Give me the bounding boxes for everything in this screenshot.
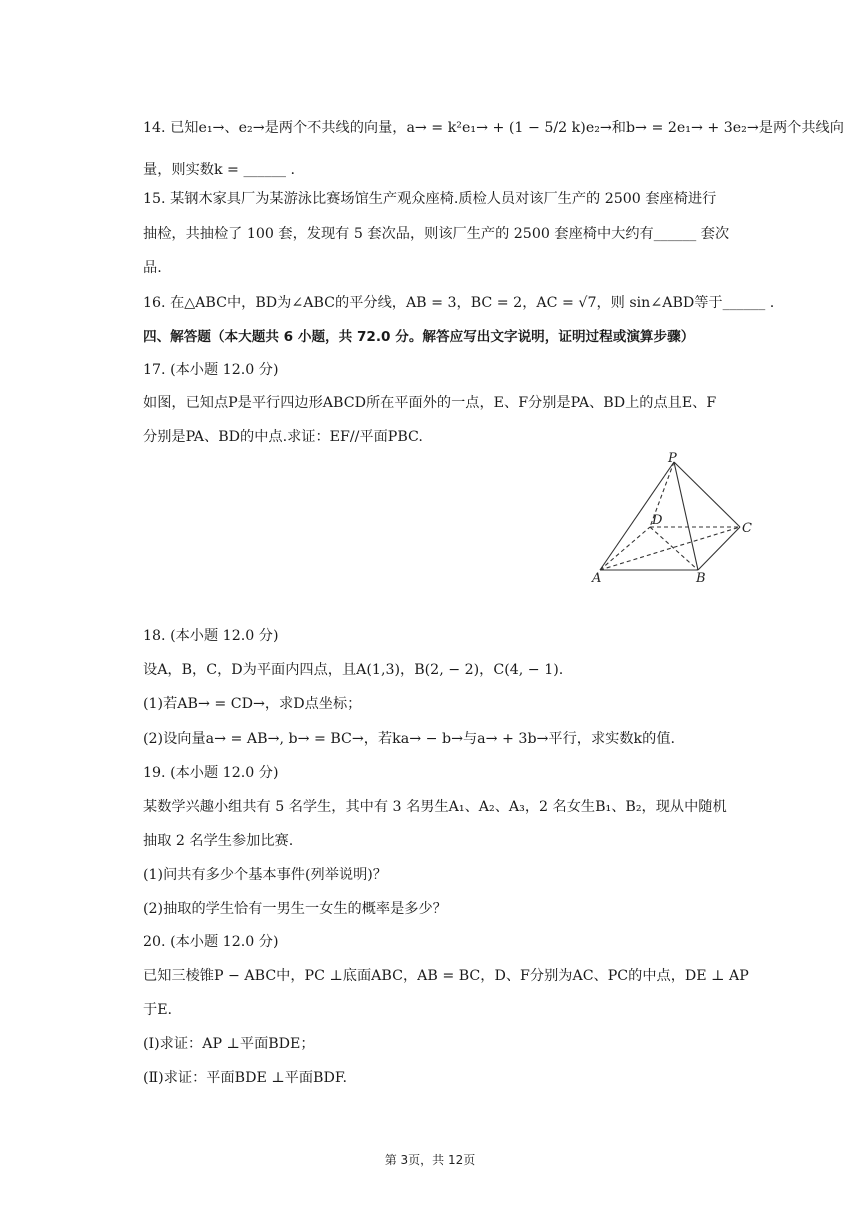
problem-19-part-1: (1)问共有多少个基本事件(列举说明)？ bbox=[143, 867, 387, 883]
edge-pb bbox=[674, 462, 698, 570]
problem-17-line-1: 如图，已知点P是平行四边形ABCD所在平面外的一点，E、F分别是PA、BD上的点且E、F bbox=[143, 395, 717, 411]
edge-db bbox=[650, 527, 698, 570]
problem-20-line-1: 已知三棱锥P − ABC中，PC ⊥底面ABC，AB = BC，D、F分别为AC、PC的中点，DE ⊥ AP bbox=[143, 968, 749, 984]
problem-20-part-1: (Ⅰ)求证：AP ⊥平面BDE； bbox=[143, 1036, 315, 1052]
pyramid-figure bbox=[590, 452, 760, 588]
edge-bc bbox=[698, 527, 740, 570]
problem-15-line-1: 15. 某钢木家具厂为某游泳比赛场馆生产观众座椅.质检人员对该厂生产的 2500 套座椅进行 bbox=[143, 191, 717, 207]
label-a: A bbox=[592, 571, 602, 586]
label-d: D bbox=[652, 513, 663, 528]
problem-19-header: 19. (本小题 12.0 分) bbox=[143, 765, 279, 781]
label-c: C bbox=[742, 521, 752, 536]
problem-14-line-2: 量，则实数k = ______ . bbox=[143, 162, 296, 178]
problem-18-line-1: 设A，B，C，D为平面内四点，且A(1,3)，B(2, − 2)，C(4, − 1). bbox=[143, 662, 564, 678]
problem-18-header: 18. (本小题 12.0 分) bbox=[143, 628, 279, 644]
label-b: B bbox=[696, 571, 706, 586]
problem-17-line-2: 分别是PA、BD的中点.求证：EF//平面PBC. bbox=[143, 429, 423, 445]
problem-20-line-2: 于E. bbox=[143, 1002, 173, 1018]
edge-pc bbox=[674, 462, 740, 527]
problem-18-part-2: (2)设向量a→ = AB→, b→ = BC→，若ka→ − b→与a→ + 3b→平行，求实数k的值. bbox=[143, 731, 676, 747]
problem-15-line-3: 品. bbox=[143, 260, 162, 276]
problem-14-line-1: 14. 已知e₁→、e₂→是两个不共线的向量，a→ = k²e₁→ + (1 − 5/2 k)e₂→和b→ = 2e₁→ + 3e₂→是两个共线向 bbox=[143, 120, 844, 136]
problem-19-part-2: (2)抽取的学生恰有一男生一女生的概率是多少？ bbox=[143, 901, 447, 917]
problem-20-header: 20. (本小题 12.0 分) bbox=[143, 934, 279, 950]
edge-pa bbox=[600, 462, 674, 570]
problem-17-header: 17. (本小题 12.0 分) bbox=[143, 362, 279, 378]
section-heading: 四、解答题（本大题共 6 小题，共 72.0 分。解答应写出文字说明，证明过程或演算步骤） bbox=[143, 329, 695, 345]
problem-18-part-1: (1)若AB→ = CD→，求D点坐标； bbox=[143, 696, 362, 712]
problem-19-line-1: 某数学兴趣小组共有 5 名学生，其中有 3 名男生A₁、A₂、A₃，2 名女生B₁、B₂，现从中随机 bbox=[143, 799, 727, 815]
label-p: P bbox=[668, 452, 677, 466]
problem-15-line-2: 抽检，共抽检了 100 套，发现有 5 套次品，则该厂生产的 2500 套座椅中大约有______ 套次 bbox=[143, 226, 730, 242]
problem-19-line-2: 抽取 2 名学生参加比赛. bbox=[143, 833, 294, 849]
problem-20-part-2: (Ⅱ)求证：平面BDE ⊥平面BDF. bbox=[143, 1070, 347, 1086]
page-footer: 第 3页，共 12页 bbox=[384, 1153, 476, 1167]
problem-16-line: 16. 在△ABC中，BD为∠ABC的平分线，AB = 3，BC = 2，AC = √7，则 sin∠ABD等于______ . bbox=[143, 295, 775, 311]
